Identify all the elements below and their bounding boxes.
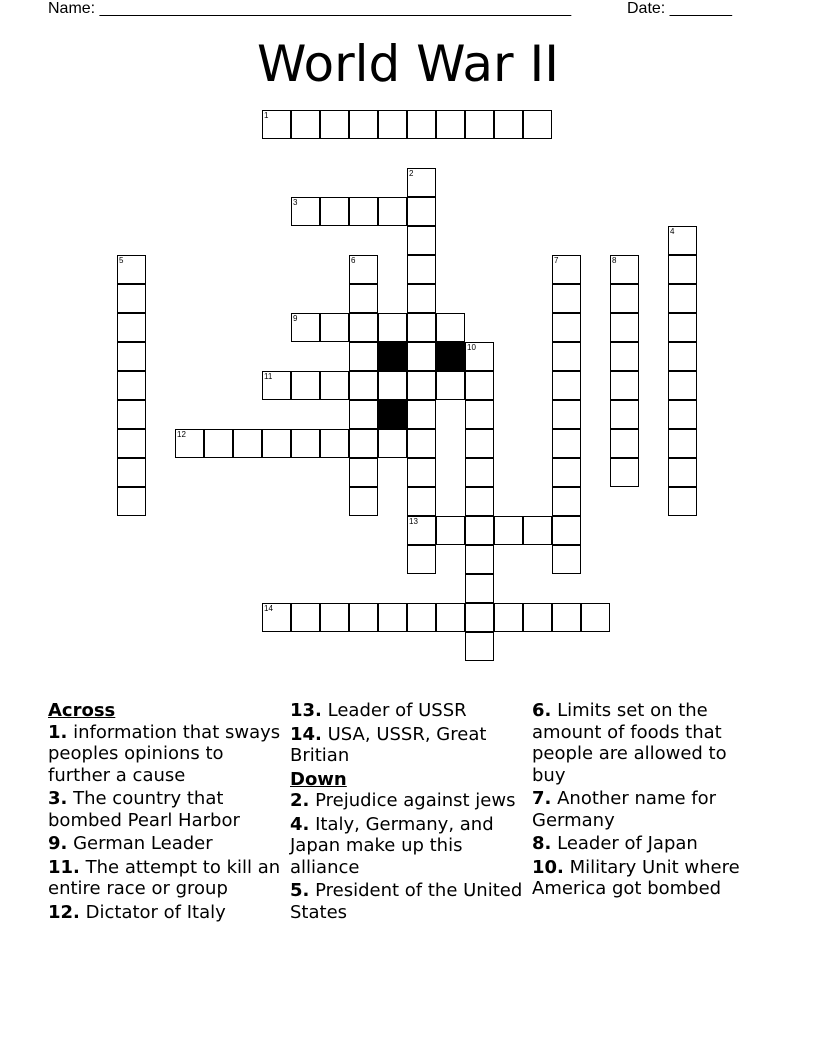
grid-cell[interactable] (552, 516, 581, 545)
blocked-cell (378, 342, 407, 371)
grid-cell[interactable] (233, 429, 262, 458)
grid-cell-14[interactable] (262, 603, 291, 632)
grid-cell[interactable] (465, 429, 494, 458)
grid-cell[interactable] (668, 284, 697, 313)
grid-cell[interactable] (494, 603, 523, 632)
grid-cell-4[interactable] (668, 226, 697, 255)
grid-cell[interactable] (349, 110, 378, 139)
grid-cell[interactable] (494, 110, 523, 139)
grid-cell[interactable] (407, 110, 436, 139)
across-heading: Across (48, 700, 116, 721)
grid-cell[interactable] (668, 371, 697, 400)
grid-cell-6[interactable] (349, 255, 378, 284)
grid-cell[interactable] (378, 110, 407, 139)
clue-number: 11 (264, 372, 273, 381)
grid-cell[interactable] (465, 371, 494, 400)
grid-cell[interactable] (465, 603, 494, 632)
grid-cell[interactable] (117, 342, 146, 371)
grid-cell[interactable] (117, 487, 146, 516)
grid-cell[interactable] (523, 603, 552, 632)
grid-cell[interactable] (552, 545, 581, 574)
grid-cell[interactable] (610, 429, 639, 458)
grid-cell[interactable] (117, 429, 146, 458)
grid-cell-8[interactable] (610, 255, 639, 284)
grid-cell-2[interactable] (407, 168, 436, 197)
grid-cell[interactable] (407, 603, 436, 632)
clue-column-2 (290, 700, 528, 925)
grid-cell[interactable] (320, 110, 349, 139)
clue-number: 10 (467, 343, 476, 352)
grid-cell[interactable] (465, 458, 494, 487)
grid-cell[interactable] (523, 516, 552, 545)
grid-cell[interactable] (349, 313, 378, 342)
grid-cell[interactable] (668, 487, 697, 516)
grid-cell[interactable] (407, 371, 436, 400)
grid-cell[interactable] (552, 284, 581, 313)
grid-cell[interactable] (610, 400, 639, 429)
grid-cell[interactable] (552, 371, 581, 400)
grid-cell-5[interactable] (117, 255, 146, 284)
grid-cell[interactable] (610, 458, 639, 487)
grid-cell[interactable] (407, 284, 436, 313)
grid-cell[interactable] (407, 429, 436, 458)
clue-number: 2 (409, 169, 414, 178)
grid-cell[interactable] (320, 603, 349, 632)
clue-number: 9 (293, 314, 298, 323)
grid-cell[interactable] (378, 603, 407, 632)
grid-cell-11[interactable] (262, 371, 291, 400)
clue-across-12: 12. Dictator of Italy (48, 901, 226, 923)
clue-down-2: 2. Prejudice against jews (290, 790, 516, 811)
grid-cell[interactable] (349, 342, 378, 371)
grid-cell[interactable] (349, 458, 378, 487)
grid-cell[interactable] (291, 429, 320, 458)
grid-cell[interactable] (552, 458, 581, 487)
grid-cell[interactable] (320, 429, 349, 458)
clue-number: 1 (264, 111, 269, 120)
grid-cell[interactable] (407, 226, 436, 255)
grid-cell[interactable] (349, 371, 378, 400)
clue-across-3: 3. The country that bombed Pearl Harbor (48, 788, 240, 831)
grid-cell[interactable] (552, 487, 581, 516)
grid-cell-3[interactable] (291, 197, 320, 226)
grid-cell[interactable] (262, 429, 291, 458)
grid-cell[interactable] (523, 110, 552, 139)
grid-cell[interactable] (494, 516, 523, 545)
clue-down-4: 4. Italy, Germany, and Japan make up this alliance (290, 813, 494, 878)
grid-cell[interactable] (610, 371, 639, 400)
grid-cell[interactable] (349, 400, 378, 429)
clue-column-3 (532, 700, 762, 902)
grid-cell[interactable] (668, 400, 697, 429)
clue-column-1 (48, 700, 283, 925)
grid-cell-10[interactable] (465, 342, 494, 371)
grid-cell[interactable] (465, 545, 494, 574)
grid-cell[interactable] (349, 429, 378, 458)
grid-cell[interactable] (436, 110, 465, 139)
grid-cell[interactable] (668, 313, 697, 342)
grid-cell[interactable] (349, 197, 378, 226)
grid-cell[interactable] (407, 400, 436, 429)
grid-cell[interactable] (320, 371, 349, 400)
grid-cell[interactable] (610, 342, 639, 371)
grid-cell[interactable] (465, 632, 494, 661)
grid-cell-7[interactable] (552, 255, 581, 284)
blocked-cell (436, 342, 465, 371)
clue-down-6: 6. Limits set on the amount of foods that people are allowed to buy (532, 700, 727, 786)
clue-across-9: 9. German Leader (48, 833, 213, 854)
grid-cell[interactable] (407, 313, 436, 342)
grid-cell[interactable] (407, 255, 436, 284)
clue-number: 7 (554, 256, 559, 265)
grid-cell[interactable] (436, 603, 465, 632)
clue-number: 8 (612, 256, 617, 265)
clue-down-7: 7. Another name for Germany (532, 788, 717, 831)
grid-cell[interactable] (552, 429, 581, 458)
grid-cell[interactable] (291, 371, 320, 400)
grid-cell[interactable] (117, 371, 146, 400)
grid-cell[interactable] (407, 487, 436, 516)
grid-cell[interactable] (465, 487, 494, 516)
grid-cell[interactable] (465, 516, 494, 545)
grid-cell[interactable] (349, 487, 378, 516)
grid-cell[interactable] (668, 342, 697, 371)
clue-down-8: 8. Leader of Japan (532, 833, 698, 854)
clue-number: 3 (293, 198, 298, 207)
clue-number: 5 (119, 256, 124, 265)
grid-cell[interactable] (349, 284, 378, 313)
grid-cell[interactable] (436, 516, 465, 545)
grid-cell[interactable] (668, 458, 697, 487)
grid-cell-13[interactable] (407, 516, 436, 545)
grid-cell[interactable] (610, 313, 639, 342)
clue-across-1: 1. information that sways peoples opinions to further a cause (48, 721, 281, 786)
grid-cell[interactable] (378, 371, 407, 400)
grid-cell[interactable] (581, 603, 610, 632)
grid-cell-12[interactable] (175, 429, 204, 458)
grid-cell[interactable] (117, 313, 146, 342)
grid-cell-9[interactable] (291, 313, 320, 342)
clue-down-5: 5. President of the United States (290, 880, 523, 923)
grid-cell[interactable] (291, 110, 320, 139)
grid-cell[interactable] (117, 284, 146, 313)
clue-number: 13 (409, 517, 418, 526)
grid-cell[interactable] (552, 342, 581, 371)
grid-cell[interactable] (204, 429, 233, 458)
clue-number: 12 (177, 430, 186, 439)
clue-down-10: 10. Military Unit where America got bombed (532, 856, 740, 899)
grid-cell[interactable] (378, 429, 407, 458)
clue-number: 4 (670, 227, 675, 236)
clue-number: 6 (351, 256, 356, 265)
grid-cell[interactable] (465, 400, 494, 429)
grid-cell[interactable] (465, 110, 494, 139)
clue-across-14: 14. USA, USSR, Great Britian (290, 723, 487, 766)
clue-across-13: 13. Leader of USSR (290, 700, 467, 721)
grid-cell[interactable] (378, 197, 407, 226)
blocked-cell (378, 400, 407, 429)
grid-cell[interactable] (668, 429, 697, 458)
grid-cell[interactable] (436, 313, 465, 342)
down-heading: Down (290, 768, 347, 790)
date-field[interactable]: Date: _______ (627, 0, 732, 17)
grid-cell[interactable] (291, 603, 320, 632)
grid-cell[interactable] (552, 400, 581, 429)
grid-cell[interactable] (668, 255, 697, 284)
clue-number: 14 (264, 604, 273, 613)
grid-cell[interactable] (407, 342, 436, 371)
name-field[interactable]: Name: _____________________________________________________ (48, 0, 572, 17)
grid-cell[interactable] (610, 284, 639, 313)
grid-cell[interactable] (552, 313, 581, 342)
grid-cell[interactable] (117, 458, 146, 487)
grid-cell[interactable] (378, 313, 407, 342)
clue-across-11: 11. The attempt to kill an entire race or group (48, 856, 281, 899)
grid-cell[interactable] (320, 313, 349, 342)
page-title: World War II (256, 35, 559, 93)
grid-cell-1[interactable] (262, 110, 291, 139)
grid-cell[interactable] (320, 197, 349, 226)
grid-cell[interactable] (407, 458, 436, 487)
grid-cell[interactable] (349, 603, 378, 632)
grid-cell[interactable] (407, 545, 436, 574)
grid-cell[interactable] (465, 574, 494, 603)
grid-cell[interactable] (436, 371, 465, 400)
grid-cell[interactable] (117, 400, 146, 429)
grid-cell[interactable] (552, 603, 581, 632)
grid-cell[interactable] (407, 197, 436, 226)
